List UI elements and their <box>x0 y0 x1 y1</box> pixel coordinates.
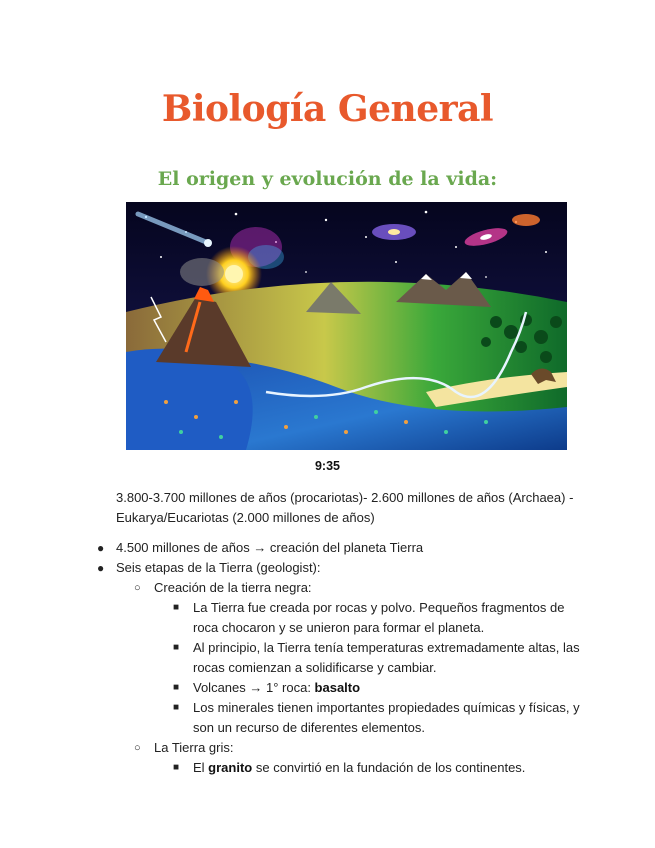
list-item: La Tierra fue creada por rocas y polvo. Pequeños fragmentos de roca chocaron y se unieron para formar el planeta. <box>193 600 565 635</box>
list-item-text: Volcanes → 1° roca: <box>193 680 315 695</box>
list-item-text: se convirtió en la fundación de los continentes. <box>252 760 526 775</box>
evolution-illustration <box>126 202 567 450</box>
list-item: 4.500 millones de años → creación del planeta Tierra <box>116 540 424 555</box>
list-item: Los minerales tienen importantes propiedades químicas y físicas, y son un recurso de diferentes elementos. <box>193 700 580 735</box>
document-title: Biología General <box>161 88 494 130</box>
list-item <box>193 678 583 698</box>
bullet-marker: ■ <box>173 682 180 693</box>
bullet-marker: ● <box>97 541 105 555</box>
image-caption: 9:35 <box>314 459 341 473</box>
bullet-marker: ○ <box>134 742 141 754</box>
list-item-text: El <box>193 760 209 775</box>
bullet-marker: ○ <box>134 582 141 594</box>
intro-paragraph: 3.800-3.700 millones de años (procariotas)- 2.600 millones de años (Archaea) - Eukarya/Eucariotas (2.000 millones de años) <box>116 490 574 525</box>
bullet-marker: ● <box>97 561 105 575</box>
bullet-marker: ■ <box>173 762 180 773</box>
list-item <box>193 758 583 778</box>
bold-term: granito <box>208 760 253 775</box>
list-item: Creación de la tierra negra: <box>154 580 312 595</box>
list-item: Al principio, la Tierra tenía temperaturas extremadamente altas, las rocas comienzan a solidificarse y cambiar. <box>193 640 580 675</box>
list-item: La Tierra gris: <box>154 740 234 755</box>
bullet-marker: ■ <box>173 702 180 713</box>
bullet-marker: ■ <box>173 642 180 653</box>
bullet-marker: ■ <box>173 602 180 613</box>
list-item: Seis etapas de la Tierra (geologist): <box>116 560 321 575</box>
section-heading: El origen y evolución de la vida: <box>157 168 498 190</box>
bold-term: basalto <box>314 680 361 695</box>
